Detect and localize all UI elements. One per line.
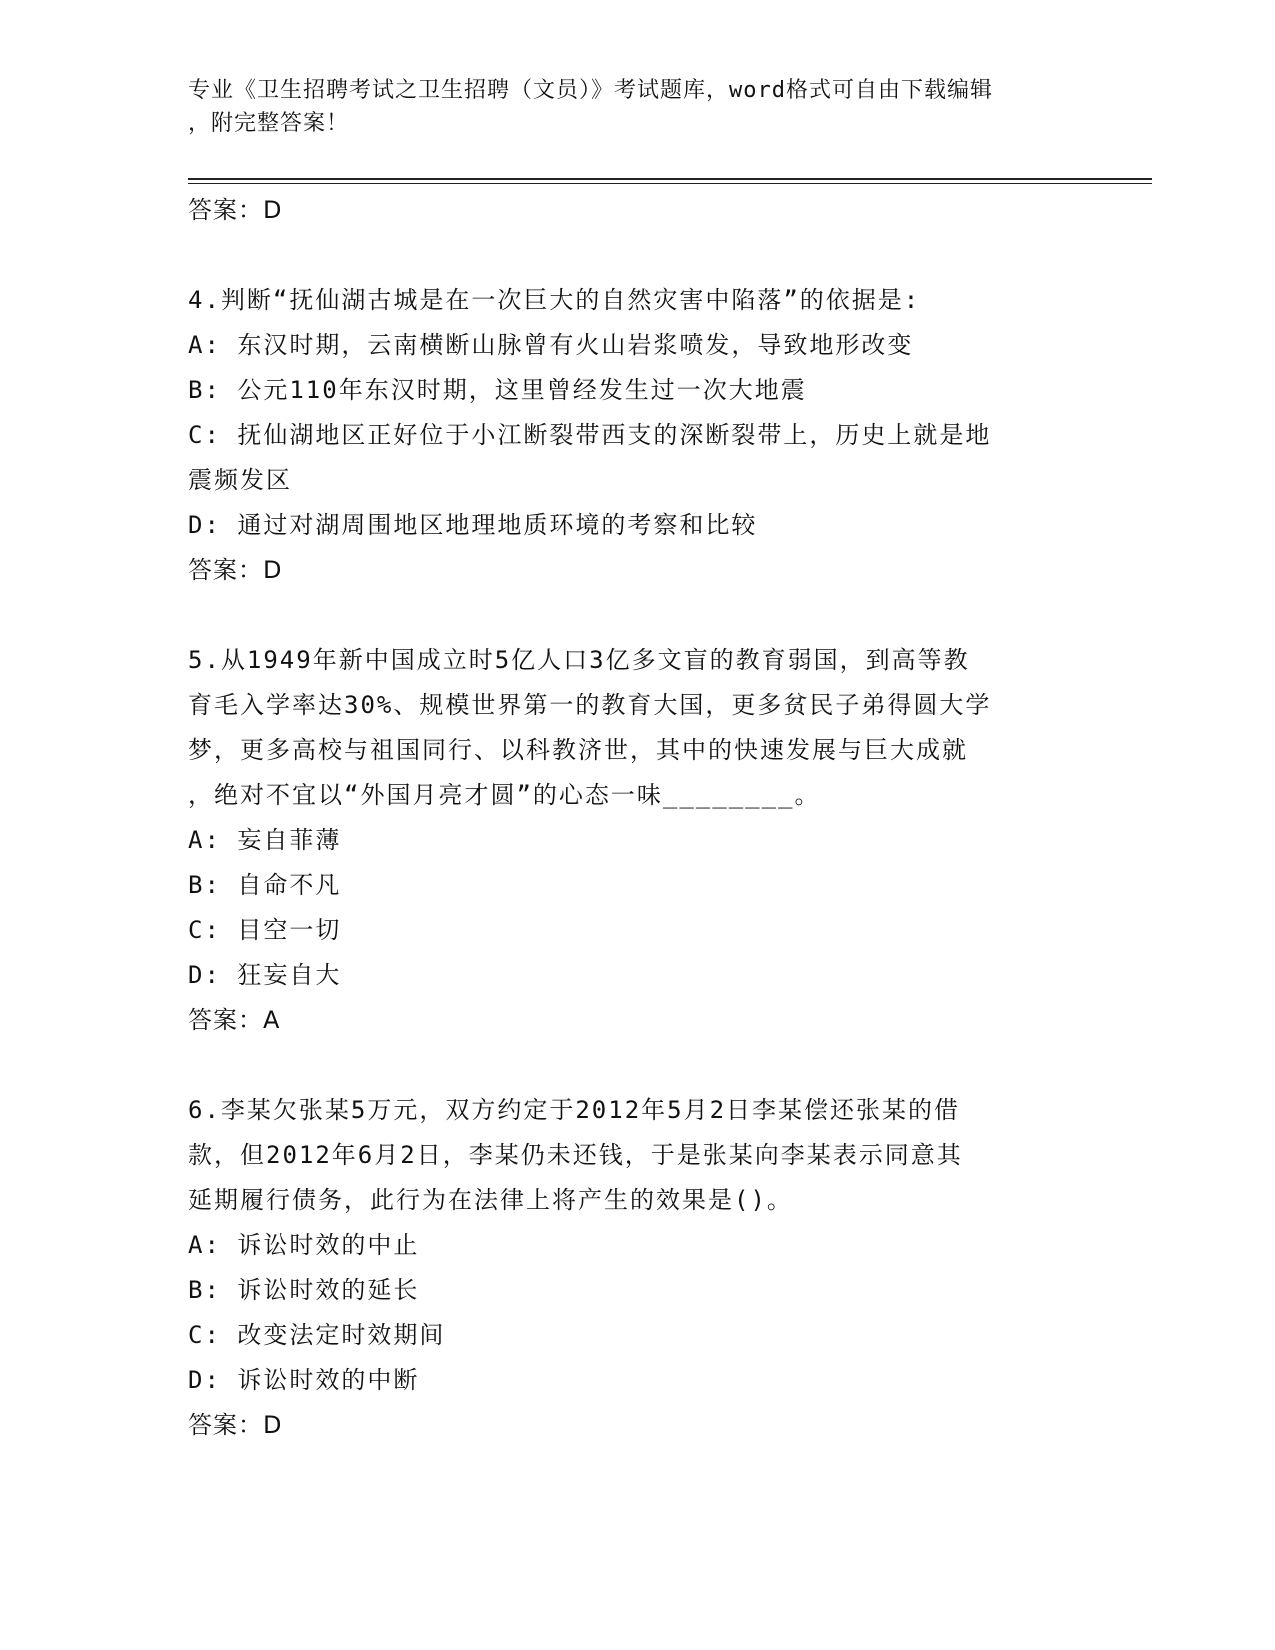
question-stem: 4.判断“抚仙湖古城是在一次巨大的自然灾害中陷落”的依据是: — [188, 286, 921, 314]
question-stem-continued: 梦，更多高校与祖国同行、以科教济世，其中的快速发展与巨大成就 — [188, 736, 968, 764]
question-stem: 5.从1949年新中国成立时5亿人口3亿多文盲的教育弱国，到高等教 — [188, 646, 970, 674]
option-c: C: 改变法定时效期间 — [188, 1321, 446, 1349]
document-header — [188, 74, 1088, 140]
option-b: B: 诉讼时效的延长 — [188, 1276, 420, 1304]
header-line-1: 专业《卫生招聘考试之卫生招聘（文员）》考试题库，word格式可自由下载编辑 — [188, 78, 993, 103]
answer: 答案：D — [188, 556, 283, 584]
header-divider — [188, 178, 1152, 180]
answer-previous: 答案：D — [188, 196, 283, 224]
option-a: A: 妄自菲薄 — [188, 826, 342, 854]
answer: 答案：D — [188, 1411, 283, 1439]
question-list — [188, 188, 1088, 1448]
option-d: D: 诉讼时效的中断 — [188, 1366, 420, 1394]
option-b: B: 自命不凡 — [188, 871, 342, 899]
question-4 — [188, 278, 1088, 593]
option-a: A: 东汉时期，云南横断山脉曾有火山岩浆喷发，导致地形改变 — [188, 331, 914, 359]
answer: 答案：A — [188, 1006, 281, 1034]
option-c: C: 抚仙湖地区正好位于小江断裂带西支的深断裂带上，历史上就是地 — [188, 421, 992, 449]
question-stem-continued: 延期履行债务，此行为在法律上将产生的效果是()。 — [188, 1186, 793, 1214]
question-5 — [188, 638, 1088, 1043]
option-c-continued: 震频发区 — [188, 466, 292, 494]
option-a: A: 诉讼时效的中止 — [188, 1231, 420, 1259]
option-c: C: 目空一切 — [188, 916, 342, 944]
question-stem-continued: ，绝对不宜以“外国月亮才圆”的心态一味________。 — [188, 781, 821, 809]
option-d: D: 狂妄自大 — [188, 961, 342, 989]
header-divider-thin — [188, 183, 1152, 184]
question-stem: 6.李某欠张某5万元，双方约定于2012年5月2日李某偿还张某的借 — [188, 1096, 961, 1124]
question-stem-continued: 款，但2012年6月2日，李某仍未还钱，于是张某向李某表示同意其 — [188, 1141, 963, 1169]
option-b: B: 公元110年东汉时期，这里曾经发生过一次大地震 — [188, 376, 807, 404]
option-d: D: 通过对湖周围地区地理地质环境的考察和比较 — [188, 511, 758, 539]
question-stem-continued: 育毛入学率达30%、规模世界第一的教育大国，更多贫民子弟得圆大学 — [188, 691, 992, 719]
header-line-2: ，附完整答案！ — [188, 111, 350, 136]
question-6 — [188, 1088, 1088, 1448]
